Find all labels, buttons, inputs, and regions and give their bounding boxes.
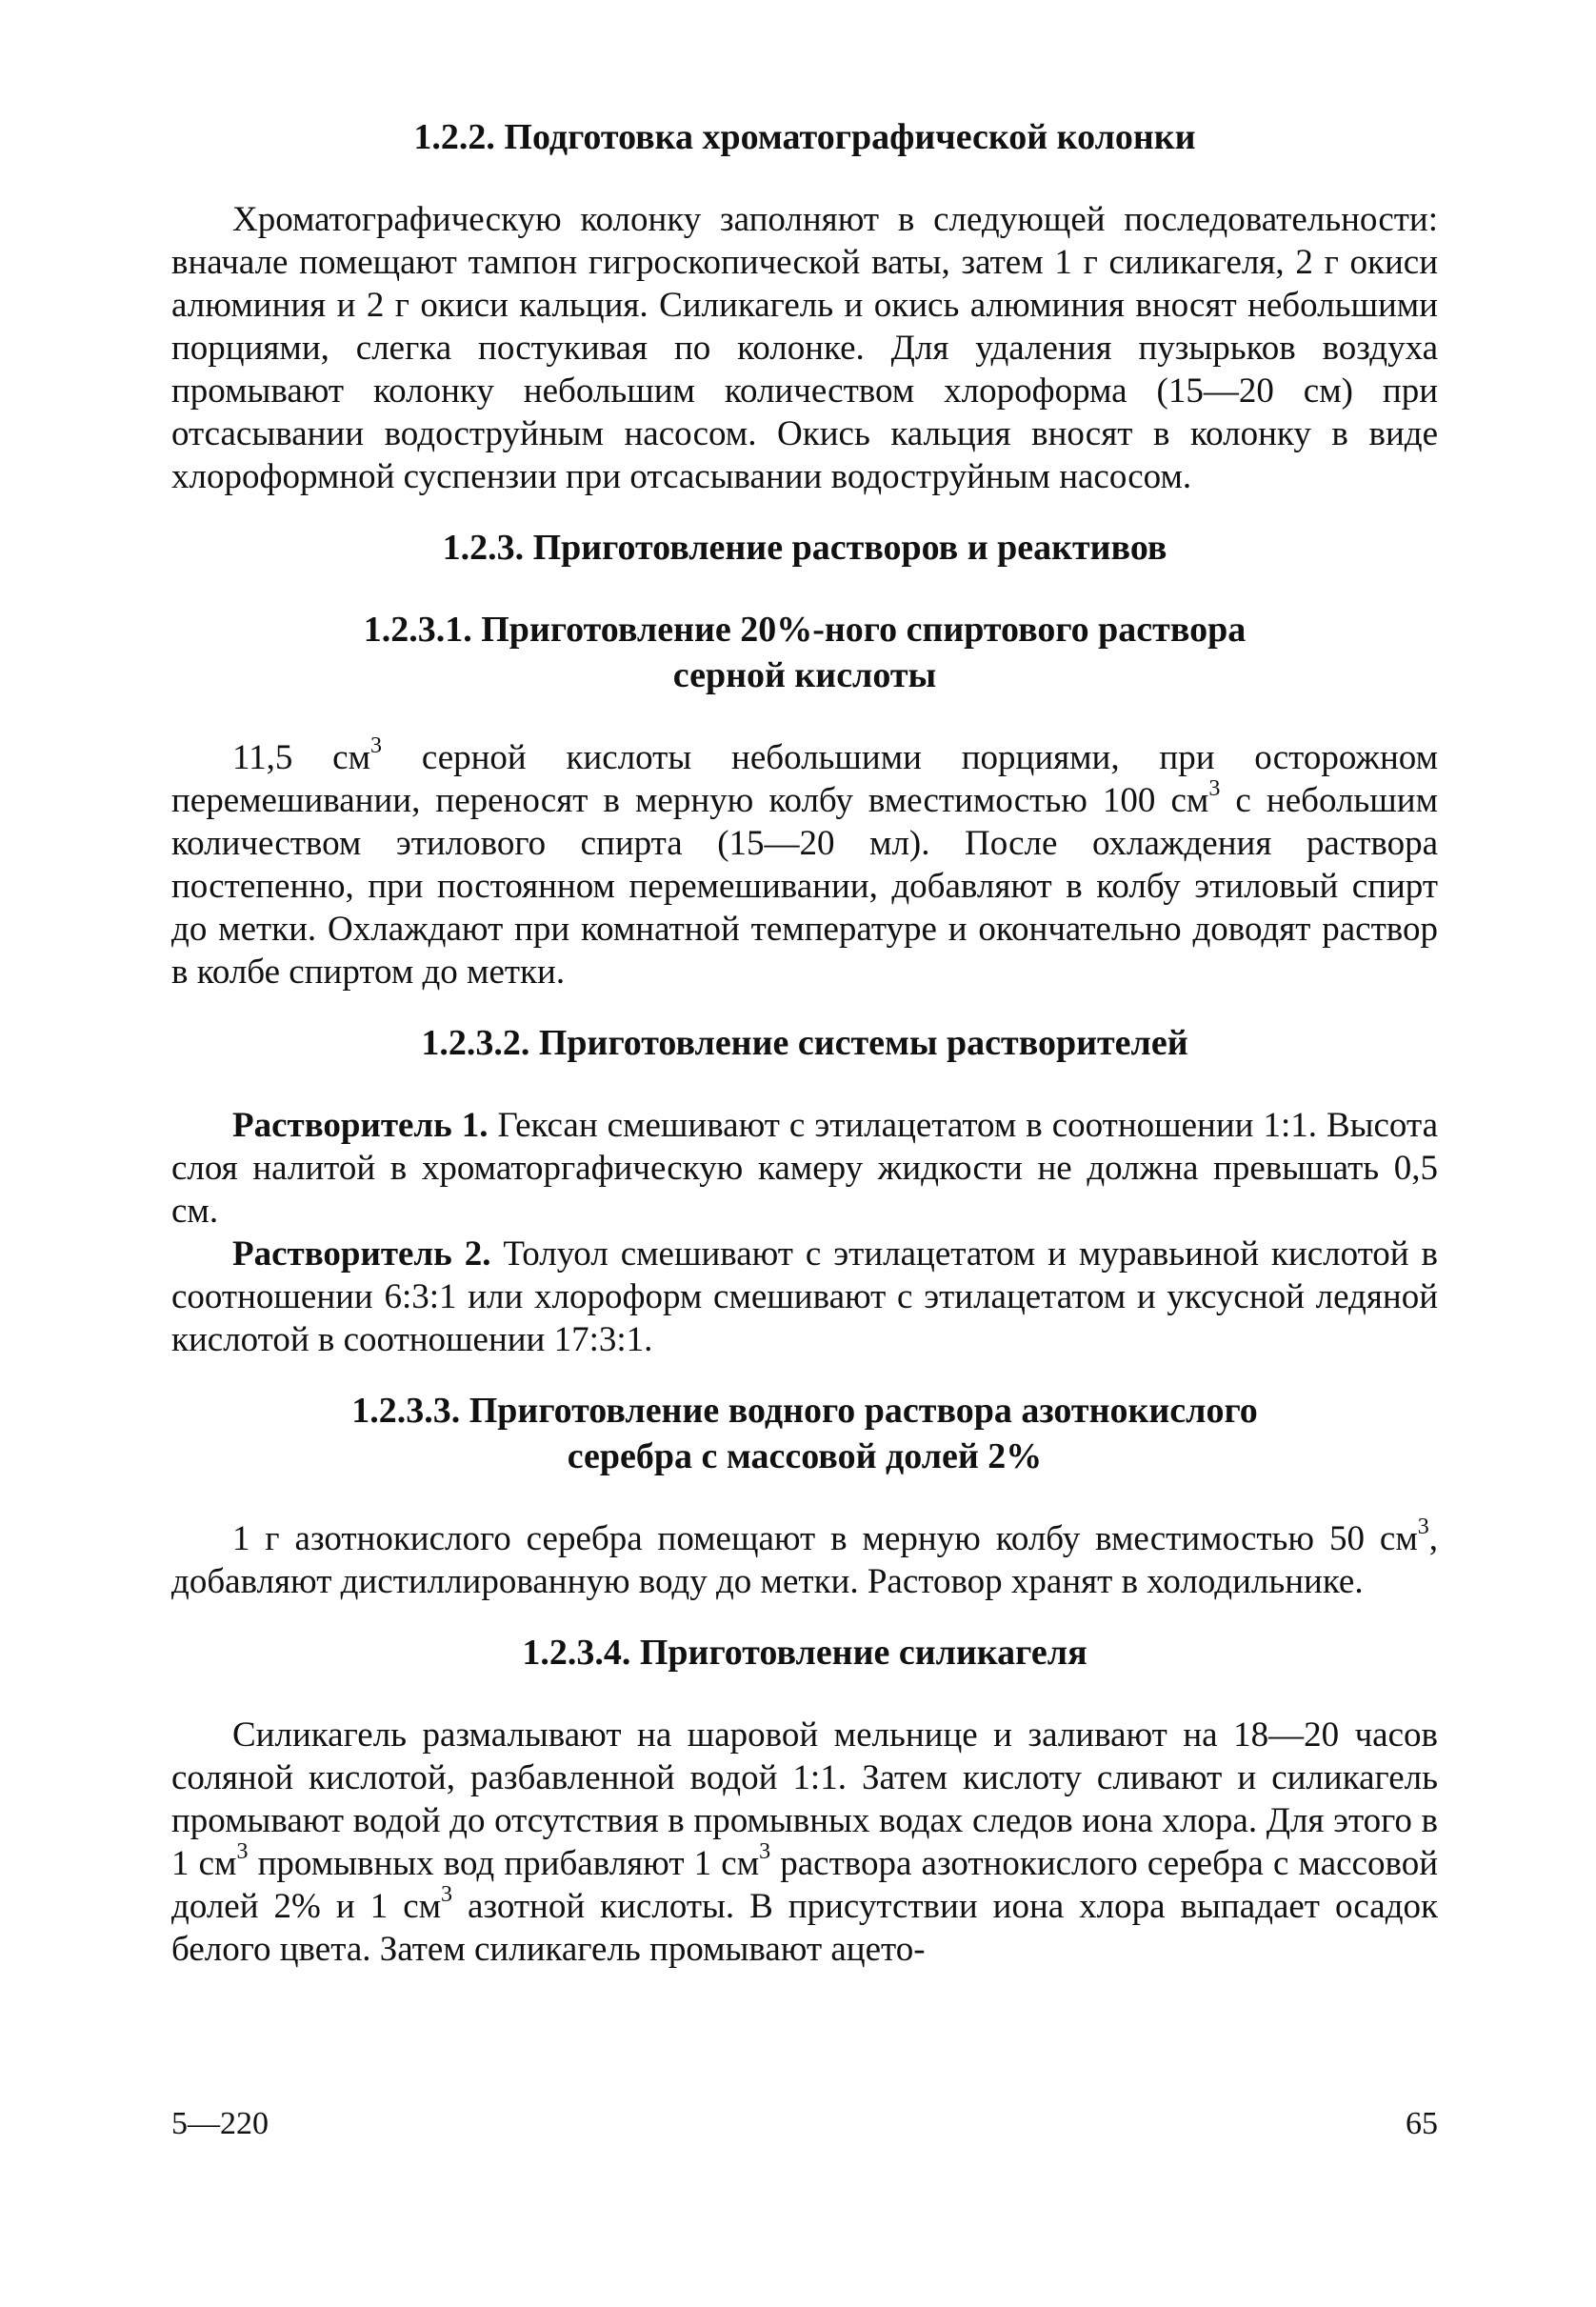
text-segment: промывных вод прибавляют 1 см (248, 1844, 760, 1883)
solvent-2-text: Толуол смешивают с этилацетатом и муравьиной кислотой в соотношении 6:3:1 или хлороформ смешивают с этилацетатом и уксусной ледяной кислотой в соотношении 17:3:1. (171, 1234, 1439, 1359)
solvent-2-label: Растворитель 2. (232, 1234, 491, 1274)
page-footer (171, 2105, 1438, 2143)
paragraph-sulfuric-acid (171, 732, 1438, 993)
document-page (171, 114, 1438, 1971)
heading-1-2-3-1-line2: серной кислоты (672, 655, 937, 695)
heading-1-2-3-1-line1: 1.2.3.1. Приготовление 20%-ного спиртового раствора (363, 610, 1247, 650)
superscript: 3 (441, 1881, 453, 1907)
heading-1-2-3-1 (171, 607, 1438, 698)
paragraph-silver-nitrate (171, 1514, 1438, 1603)
paragraph-solvent-1 (171, 1104, 1438, 1233)
paragraph-solvent-2 (171, 1233, 1438, 1361)
heading-1-2-3-4: 1.2.3.4. Приготовление силикагеля (522, 1633, 1087, 1673)
superscript: 3 (236, 1838, 249, 1864)
text-segment: 11,5 см (232, 738, 371, 777)
heading-1-2-2: 1.2.2. Подготовка хроматографической колонки (413, 117, 1196, 157)
text-segment: серной кислоты небольшими порциями, при осторожном перемешивании, переносят в мерную колбу вместимостью 100 см (171, 738, 1438, 820)
text-segment: 1 г азотнокислого серебра помещают в мерную колбу вместимостью 50 см (232, 1519, 1418, 1558)
solvent-1-text: Гексан смешивают с этилацетатом в соотношении 1:1. Высота слоя налитой в хроматоргафическую камеру жидкости не должна превышать 0,5 см. (171, 1106, 1438, 1231)
text-segment: с небольшим количеством этилового спирта (15—20 мл). После охлаждения раствора постепенно, при постоянном перемешивании, добавляют в колбу этиловый спирт до метки. Охлаждают при комнатной температуре и окончательно доводят раствор в колбе спиртом до метки. (171, 781, 1438, 992)
superscript: 3 (1417, 1514, 1429, 1539)
superscript: 3 (759, 1838, 771, 1864)
paragraph-silica-gel (171, 1714, 1438, 1971)
text-segment: Силикагель размалывают на шаровой мельнице и заливают на 18—20 часов соляной кислотой, разбавленной водой 1:1. Затем кислоту сливают и силикагель промывают водой до отсутствия в промывных водах следов иона хлора. Для этого в 1 см (171, 1715, 1438, 1883)
heading-1-2-3-3-line2: серебра с массовой долей 2% (567, 1436, 1043, 1476)
text-segment: , добавляют дистиллированную воду до метки. Растовор хранят в холодильнике. (171, 1519, 1438, 1601)
printer-signature: 5—220 (171, 2106, 269, 2141)
text-segment: раствора азотнокислого серебра с массовой долей 2% и 1 см (171, 1844, 1438, 1926)
paragraph-column-prep: Хроматографическую колонку заполняют в следующей последовательности: вначале помещают тампон гигроскопической ваты, затем 1 г силикагеля, 2 г окиси алюминия и 2 г окиси кальция. Силикагель и окись алюминия вносят небольшими порциями, слегка постукивая по колонке. Для удаления пузырьков воздуха промывают колонку небольшим количеством хлороформа (15—20 см) при отсасывании водоструйным насосом. Окись кальция вносят в колонку в виде хлороформной суспензии при отсасывании водоструйным насосом. (171, 200, 1438, 496)
page-number: 65 (1406, 2106, 1438, 2141)
heading-1-2-3-2: 1.2.3.2. Приготовление системы растворителей (421, 1023, 1188, 1063)
superscript: 3 (1208, 775, 1221, 801)
heading-1-2-3: 1.2.3. Приготовление растворов и реактивов (442, 528, 1167, 568)
superscript: 3 (370, 732, 383, 758)
heading-1-2-3-3 (171, 1388, 1438, 1479)
heading-1-2-3-3-line1: 1.2.3.3. Приготовление водного раствора азотнокислого (351, 1391, 1258, 1431)
text-segment: азотной кислоты. В присутствии иона хлора выпадает осадок белого цвета. Затем силикагель промывают ацето- (171, 1887, 1438, 1969)
solvent-1-label: Растворитель 1. (232, 1106, 489, 1145)
